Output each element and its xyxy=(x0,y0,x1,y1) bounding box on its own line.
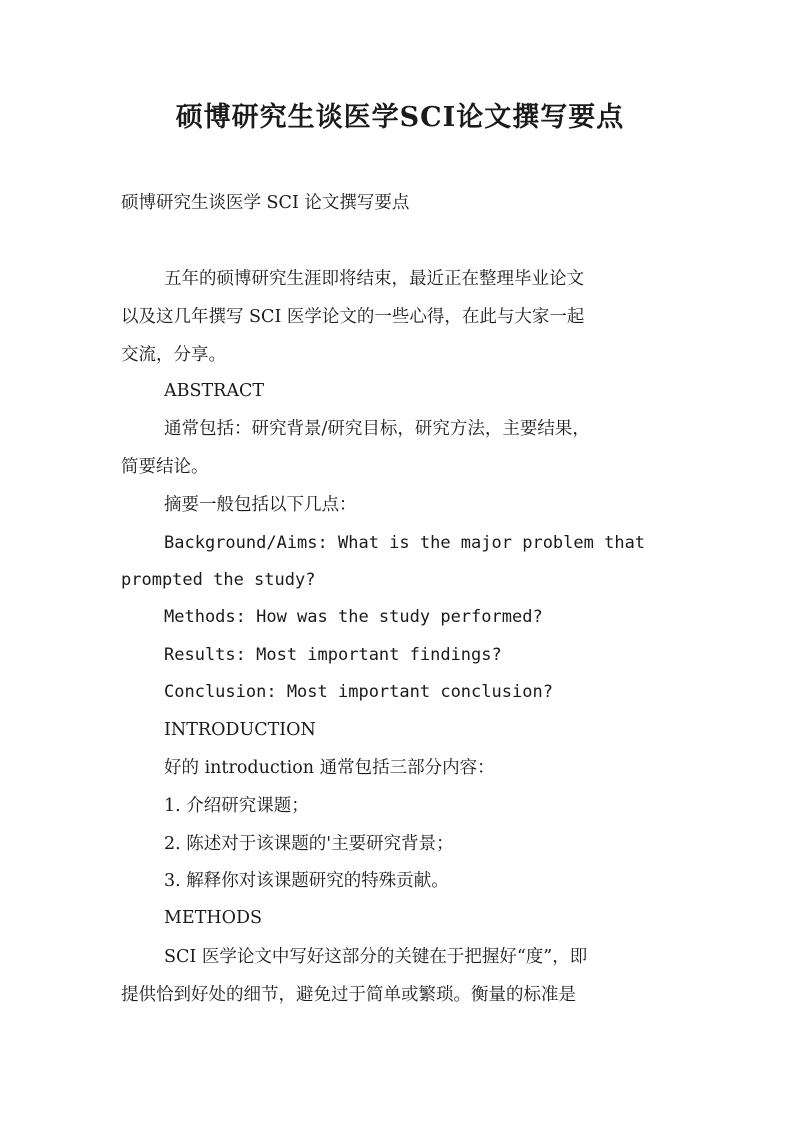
paragraph-methods-line-2: 提供恰到好处的细节，避免过于简单或繁琐。衡量的标准是 xyxy=(121,985,576,1005)
paragraph-introduction-intro: 好的 introduction 通常包括三部分内容： xyxy=(164,758,495,778)
section-heading-methods: METHODS xyxy=(164,908,262,928)
paragraph-intro-line-3: 交流，分享。 xyxy=(121,345,226,365)
paragraph-intro-line-1: 五年的硕博研究生涯即将结束，最近正在整理毕业论文 xyxy=(164,269,584,289)
paragraph-abstract-line-2: 简要结论。 xyxy=(121,457,209,477)
paragraph-abstract-line-1: 通常包括：研究背景/研究目标，研究方法，主要结果， xyxy=(164,419,590,439)
section-heading-introduction: INTRODUCTION xyxy=(164,720,316,740)
abstract-point-results: Results: Most important findings? xyxy=(164,645,502,665)
paragraph-methods-line-1: SCI 医学论文中写好这部分的关键在于把握好“度”，即 xyxy=(164,947,588,967)
abstract-point-methods: Methods: How was the study performed? xyxy=(164,607,543,627)
introduction-item-3: 3. 解释你对该课题研究的特殊贡献。 xyxy=(164,871,449,891)
introduction-item-1: 1. 介绍研究课题； xyxy=(164,796,309,816)
introduction-item-2: 2. 陈述对于该课题的'主要研究背景； xyxy=(164,834,454,854)
abstract-point-conclusion: Conclusion: Most important conclusion? xyxy=(164,682,553,702)
paragraph-intro-line-2: 以及这几年撰写 SCI 医学论文的一些心得，在此与大家一起 xyxy=(121,307,585,327)
paragraph-abstract-points-intro: 摘要一般包括以下几点： xyxy=(164,495,357,515)
document-title: 硕博研究生谈医学SCI论文撰写要点 xyxy=(175,102,625,133)
document-subtitle: 硕博研究生谈医学 SCI 论文撰写要点 xyxy=(121,193,410,213)
section-heading-abstract: ABSTRACT xyxy=(164,381,265,401)
abstract-point-background-line-1: Background/Aims: What is the major problem that xyxy=(164,533,646,553)
abstract-point-background-line-2: prompted the study? xyxy=(121,570,316,590)
